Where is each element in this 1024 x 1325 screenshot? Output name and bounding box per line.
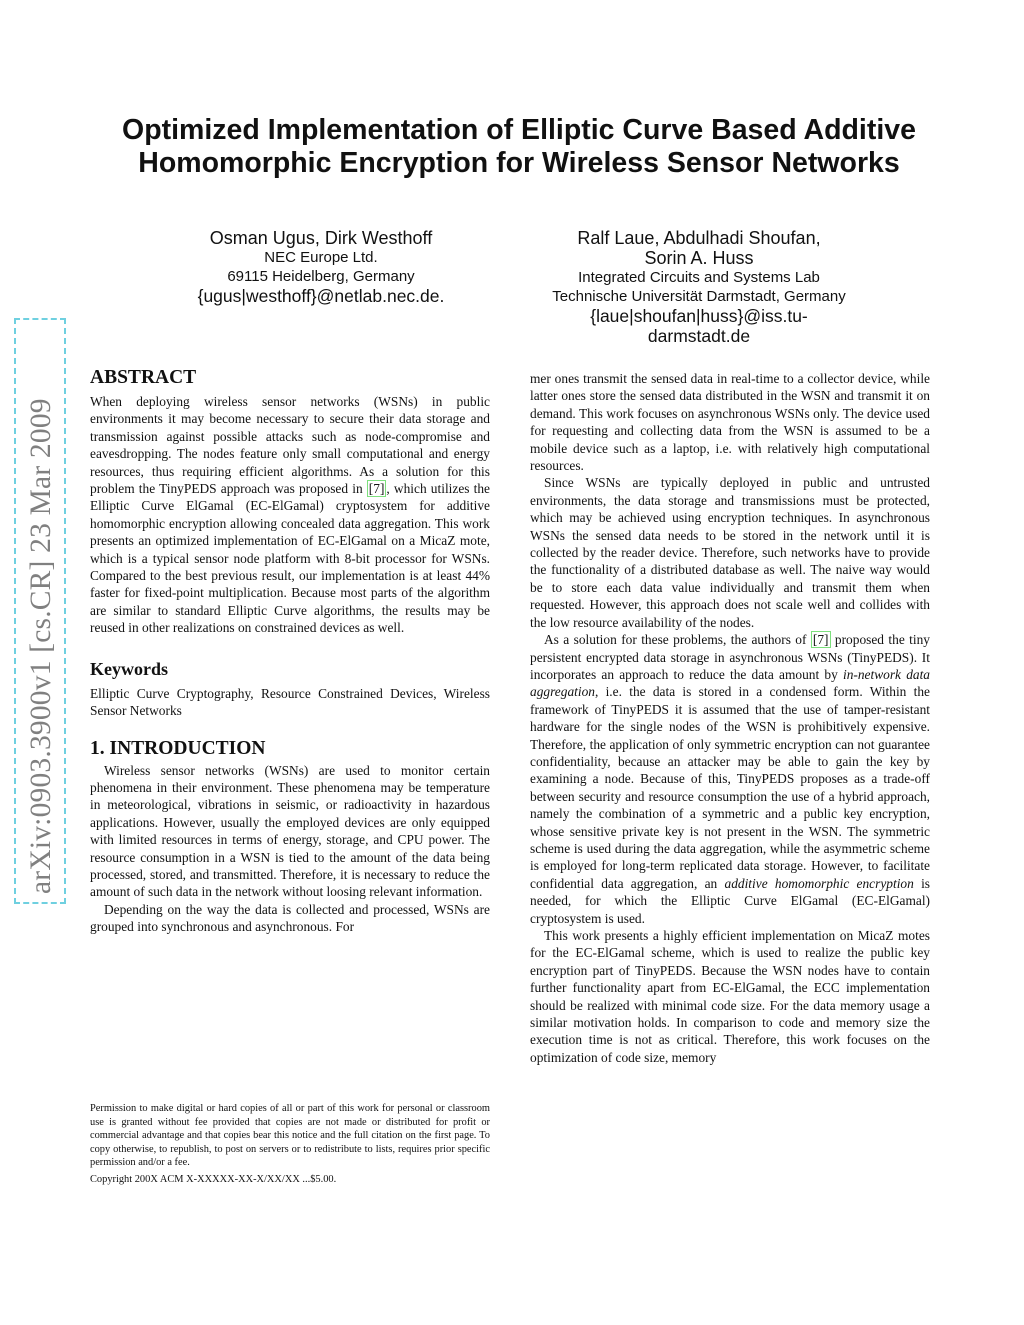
author-email-1: {ugus|westhoff}@netlab.nec.de. <box>197 286 445 306</box>
right-column <box>530 370 930 1066</box>
p3-text-d: is needed, for which the Elliptic Curve ElGamal (EC-ElGamal) cryptosystem is used. <box>530 875 931 926</box>
right-paragraph-2: Since WSNs are typically deployed in public and untrusted environments, the data storage and transmissions must be protected, which may be achieved using encryption techniques. In asynchronous WSNs the sensed data needs to be stored in the network until it is collected by the reader device. Therefore, such networks have to provide the functionality of a distributed database as well. The naive way would be to store each data value individually and transmit them when requested. However, this approach does not scale well and collides with the low resource availability of the nodes. <box>530 475 930 630</box>
author-block-1 <box>180 228 462 306</box>
author-block-2 <box>520 228 878 346</box>
author-affiliation-1a: NEC Europe Ltd. <box>264 249 378 266</box>
author-affiliation-2b: Technische Universität Darmstadt, Germany <box>552 288 846 305</box>
p3-text-c: , i.e. the data is stored in a condensed form. Within the framework of TinyPEDS it is assumed that the use of tamper-resistant hardware for the single nodes of the WSN is prohibitively expensive. Therefore, the application of only symmetric encryption can not guarantee confidentiality, because an attacker may be able to gain the key by examining a node. Because of this, TinyPEDS proposes as a trade-off between security and resource consumption the use of a hybrid approach, namely the combination of a symmetric and a public key encryption, whose sensitive private key is not present in the WSN. The symmetric scheme is used during the data aggregation, while the asymmetric scheme is employed for long-term replicated data storage. However, to facilitate confidential data aggregation, an <box>530 684 930 891</box>
permission-notice: Permission to make digital or hard copies of all or part of this work for personal or classroom use is granted without fee provided that copies are not made or distributed for profit or commercial advantage and that copies bear this notice and the full citation on the first page. To copy otherwise, to republish, to post on servers or to redistribute to lists, requires prior specific permission and/or a fee. <box>90 1103 490 1169</box>
abstract-text-post: , which utilizes the Elliptic Curve ElGamal (EC-ElGamal) cryptosystem for additive homomorphic encryption allowing concealed data aggregation. This work presents an optimized implementation of EC-ElGamal on a MicaZ mote, which is a typical sensor node platform with 8-bit processor for WSNs. Compared to the best previous result, our implementation is at least 44% faster for fixed-point multiplication. Because most parts of the algorithm are similar to standard Elliptic Curve algorithms, the results may be reused in other realizations on constrained devices as well. <box>90 481 490 636</box>
right-paragraph-4: This work presents a highly efficient implementation on MicaZ motes for the EC-ElGamal scheme, which is used to realize the public key encryption part of TinyPEDS. Because the WSN nodes have to contain further functionality apart from EC-ElGamal, the ECC implementation should be realized with minimal code size. For the data memory usage a similar motivation holds. In comparison to code and memory size the execution time is not as critical. Therefore, this work focuses on the optimization of code size, memory <box>530 928 930 1065</box>
paper-title <box>60 114 978 180</box>
p3-emphasis-2: additive homomorphic encryption <box>724 875 914 891</box>
author-affiliation-2a: Integrated Circuits and Systems Lab <box>578 269 820 286</box>
author-email-2b: darmstadt.de <box>647 326 751 346</box>
citation-link[interactable]: [7] <box>368 481 385 497</box>
author-affiliation-1b: 69115 Heidelberg, Germany <box>227 268 415 285</box>
author-names-2b: Sorin A. Huss <box>644 248 754 268</box>
keywords-text: Elliptic Curve Cryptography, Resource Constrained Devices, Wireless Sensor Networks <box>90 685 490 719</box>
intro-paragraph-1: Wireless sensor networks (WSNs) are used to monitor certain phenomena in their environment. These phenomena may be temperature in meteorological, vibrations in seismic, or radioactivity in hazardous applications. However, usually the employed devices are only equipped with limited resources in terms of energy, storage, and CPU power. The resource consumption in a WSN is tied to the amount of the data being processed, stored, and transmitted. Therefore, it is necessary to reduce the amount of such data in the network without loosing relevant information. <box>90 762 490 900</box>
p3-emphasis-1: in-network data aggregation <box>530 666 931 700</box>
abstract-heading: ABSTRACT <box>90 367 197 388</box>
left-column <box>90 365 490 936</box>
title-line-1: Optimized Implementation of Elliptic Curve Based Additive <box>122 114 916 146</box>
arxiv-identifier[interactable]: arXiv:0903.3900v1 [cs.CR] 23 Mar 2009 <box>25 398 57 894</box>
p3-text-b: proposed the tiny persistent encrypted data storage in asynchronous WSNs (TinyPEDS). It incorporates an approach to reduce the data amount by <box>530 632 930 682</box>
intro-paragraph-2: Depending on the way the data is collected and processed, WSNs are grouped into synchronous and asynchronous. For <box>90 901 490 935</box>
citation-link[interactable]: [7] <box>812 632 829 648</box>
author-names-1: Osman Ugus, Dirk Westhoff <box>209 228 433 248</box>
right-paragraph-1: mer ones transmit the sensed data in real-time to a collector device, while latter ones store the sensed data distributed in the WSN and transmit it on demand. This work focuses on asynchronous WSNs only. The device used for requesting and collecting data from the WSN is assumed to be a mobile device such as a laptop, i.e. with relatively high computational resources. <box>530 371 930 474</box>
author-email-2a: {laue|shoufan|huss}@iss.tu- <box>590 306 808 326</box>
introduction-heading: 1. INTRODUCTION <box>90 737 266 759</box>
keywords-heading: Keywords <box>90 658 168 679</box>
title-line-2: Homomorphic Encryption for Wireless Sensor Networks <box>138 147 900 179</box>
copyright-footnote <box>90 1102 490 1187</box>
right-paragraph-3 <box>530 631 930 927</box>
copyright-line: Copyright 200X ACM X-XXXXX-XX-X/XX/XX ...$5.00. <box>90 1173 337 1185</box>
p3-text-a: As a solution for these problems, the authors of <box>544 632 811 648</box>
abstract-text <box>90 393 490 637</box>
abstract-text-pre: When deploying wireless sensor networks (WSNs) in public environments it may become necessary to secure their data storage and transmission against possible attacks such as node-compromise and eavesdropping. The nodes feature only small computational and energy resources, thus requiring efficient algorithms. As a solution for this problem the TinyPEDS approach was proposed in <box>90 394 490 497</box>
author-names-2a: Ralf Laue, Abdulhadi Shoufan, <box>577 228 821 248</box>
